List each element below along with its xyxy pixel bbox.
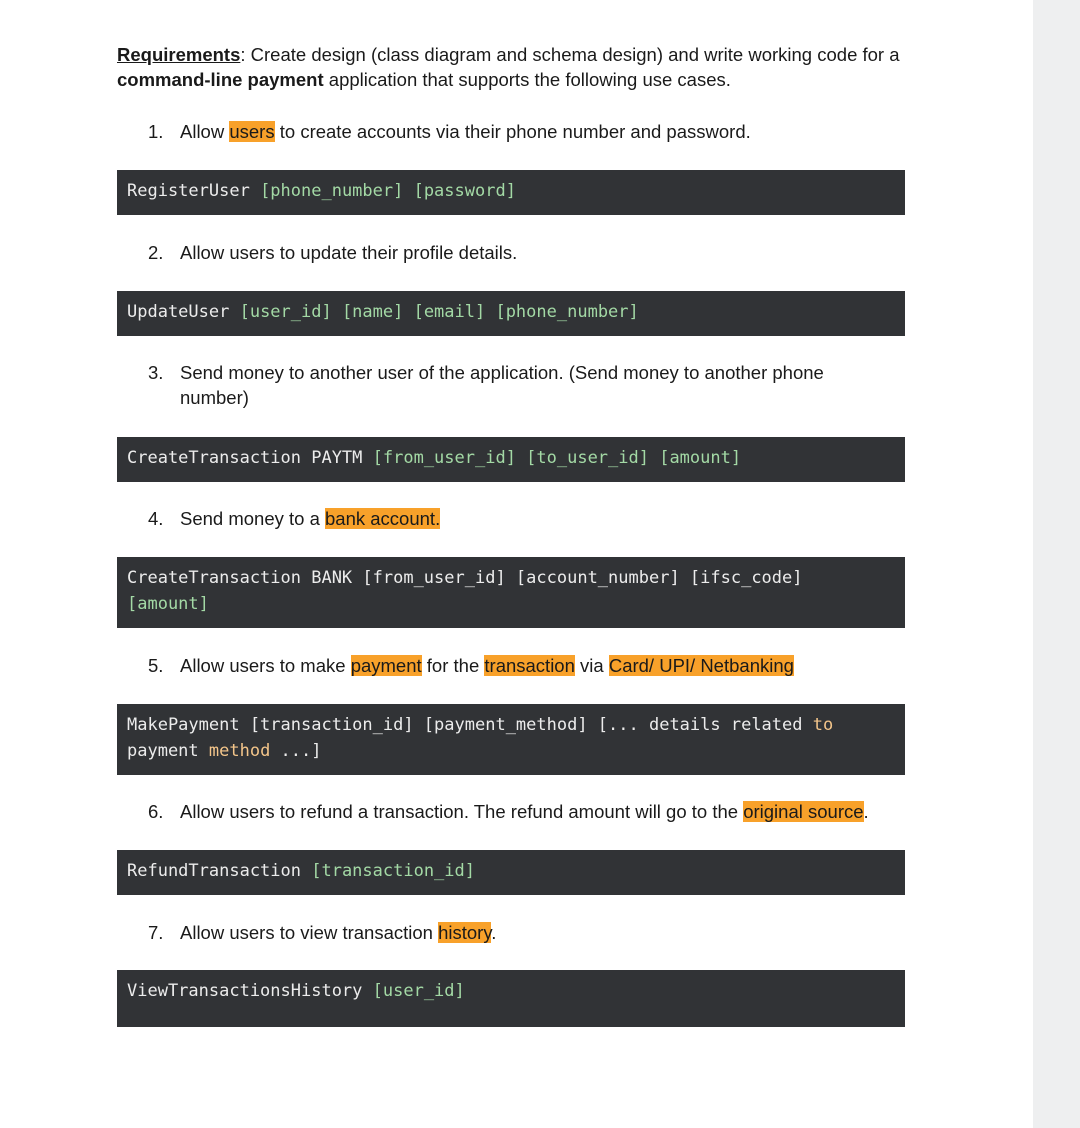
code-block-refund: RefundTransaction [transaction_id] xyxy=(117,850,905,895)
list-item: 6. Allow users to refund a transaction. The refund amount will go to the original source. xyxy=(148,801,869,822)
side-margin-strip xyxy=(1033,0,1080,1128)
list-item: 5. Allow users to make payment for the transaction via Card/ UPI/ Netbanking xyxy=(148,655,794,676)
code-block-history: ViewTransactionsHistory [user_id] xyxy=(117,970,905,1027)
list-item: 1. Allow users to create accounts via their phone number and password. xyxy=(148,121,751,142)
list-item: 2. Allow users to update their profile details. xyxy=(148,242,518,263)
code-block-update: UpdateUser [user_id] [name] [email] [phone_number] xyxy=(117,291,905,336)
list-item: 3. Send money to another user of the application. (Send money to another phone number) xyxy=(148,362,824,408)
requirements-heading: Requirements xyxy=(117,44,241,65)
code-block-payment: MakePayment [transaction_id] [payment_method] [... details related to payment method ...] xyxy=(117,704,905,775)
code-block-paytm: CreateTransaction PAYTM [from_user_id] [to_user_id] [amount] xyxy=(117,437,905,482)
list-item: 7. Allow users to view transaction history. xyxy=(148,922,497,943)
list-item: 4. Send money to a bank account. xyxy=(148,508,441,529)
code-block-register: RegisterUser [phone_number] [password] xyxy=(117,170,905,215)
document-page xyxy=(117,42,905,1001)
intro-paragraph: Requirements: Create design (class diagram and schema design) and write working code for a command-line payment application that supports the following use cases. xyxy=(117,44,900,90)
code-block-bank: CreateTransaction BANK [from_user_id] [account_number] [ifsc_code] [amount] xyxy=(117,557,905,628)
